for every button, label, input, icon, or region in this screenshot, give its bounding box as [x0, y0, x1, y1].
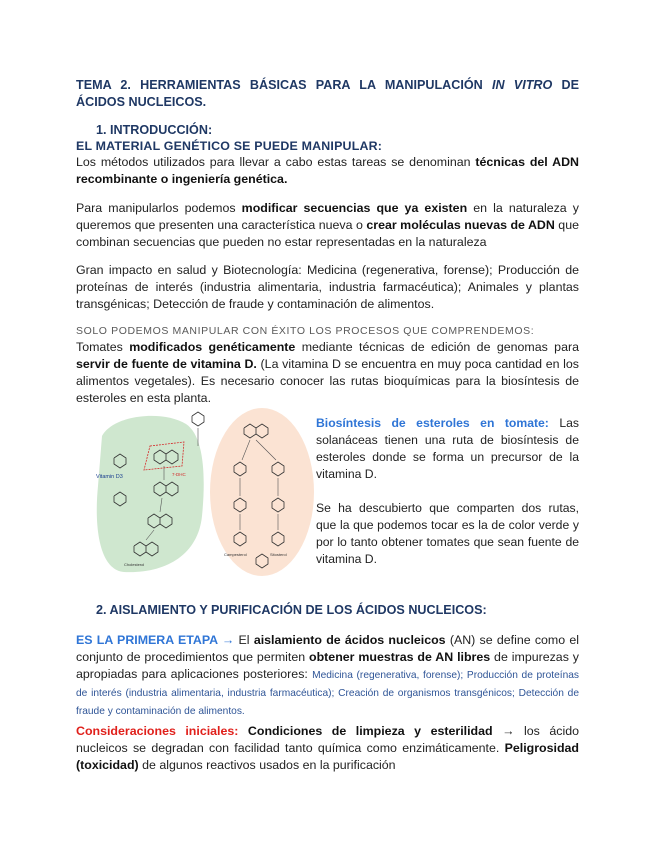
paragraph-impact: Gran impacto en salud y Biotecnología: Medicina (regenerativa, forense); Producción de proteínas de interés (industria alimentaria, industria farmacéutica); Animales y plantas transgénicas; Detección de fraude y contaminación de alimentos.: [76, 263, 579, 311]
peach-pathway-region: [210, 408, 314, 576]
paragraph-tomato: [76, 324, 579, 407]
label-campesterol: Campesterol: [224, 552, 247, 557]
first-stage-label: ES LA PRIMERA ETAPA →: [76, 633, 239, 647]
pathway-diagram: [94, 406, 316, 578]
label-sitosterol: Sitosterol: [270, 552, 287, 557]
paragraph-considerations: Consideraciones iniciales: Condiciones de limpieza y esterilidad → los ácido nucleicos se degradan con facilidad tanto química como enzimáticamente. Peligrosidad (toxicidad) de algunos reactivos usados en la purificación: [76, 724, 579, 772]
caption-heading: Biosíntesis de esteroles en tomate:: [316, 416, 549, 430]
caption-detail: Se ha descubierto que comparten dos rutas, que la que podemos tocar es la de color verde y por lo tanto obtener tomates que sean fuente de vitamina D.: [316, 501, 579, 566]
tomato-text: Tomates modificados genéticamente mediante técnicas de edición de genomas para servir de fuente de vitamina D. (La vitamina D se encuentra en muy poca cantidad en los alimentos vegetales). Es necesario conocer las rutas bioquímicas para la biosíntesis de esteroles en esta planta.: [76, 340, 579, 405]
considerations-label: Consideraciones iniciales:: [76, 724, 239, 738]
section-2-heading: 2. AISLAMIENTO Y PURIFICACIÓN DE LOS ÁCIDOS NUCLEICOS:: [96, 603, 487, 617]
green-pathway-region: [97, 416, 204, 572]
section-1-subheading: EL MATERIAL GENÉTICO SE PUEDE MANIPULAR:: [76, 139, 383, 153]
label-vitamin-d3: Vitamin D3: [96, 474, 123, 480]
paragraph-techniques: Los métodos utilizados para llevar a cabo estas tareas se denominan técnicas del ADN recombinante o ingeniería genética.: [76, 155, 579, 186]
paragraph-manipulation: Para manipularlos podemos modificar secuencias que ya existen en la naturaleza y queremos que presenten una característica nueva o crear moléculas nuevas de ADN que combinan secuencias que pueden no estar representadas en la naturaleza: [76, 201, 579, 249]
caps-note: SOLO PODEMOS MANIPULAR CON ÉXITO LOS PROCESOS QUE COMPRENDEMOS:: [76, 325, 535, 337]
page-title: TEMA 2. HERRAMIENTAS BÁSICAS PARA LA MANIPULACIÓN IN VITRO DE ÁCIDOS NUCLEICOS.: [76, 78, 579, 109]
figure-caption: Biosíntesis de esteroles en tomate: Las solanáceas tienen una ruta de biosíntesis de esteroles donde se forma un precursor de la vitamina D. Se ha descubierto que comparten dos rutas, que la que podemos tocar es la de color verde y por lo tanto obtener tomates que sean fuente de vitamina D.: [316, 416, 579, 566]
paragraph-isolation: ES LA PRIMERA ETAPA → El aislamiento de ácidos nucleicos (AN) se define como el conjunto de procedimientos que permiten obtener muestras de AN libres de impurezas y apropiadas para aplicaciones posteriores: Medicina (regenerativa, forense); Producción de proteínas de interés (industria alimentaria, industria farmacéutica); Creación de organismos transgénicos; Detección de fraude y contaminación de alimentos.: [76, 633, 580, 717]
label-cholesterol: Cholesterol: [124, 562, 145, 567]
label-7dhc: 7-DHC: [172, 472, 186, 477]
sterol-pathway-figure: [94, 406, 316, 578]
section-1-heading: 1. INTRODUCCIÓN:: [96, 123, 213, 137]
